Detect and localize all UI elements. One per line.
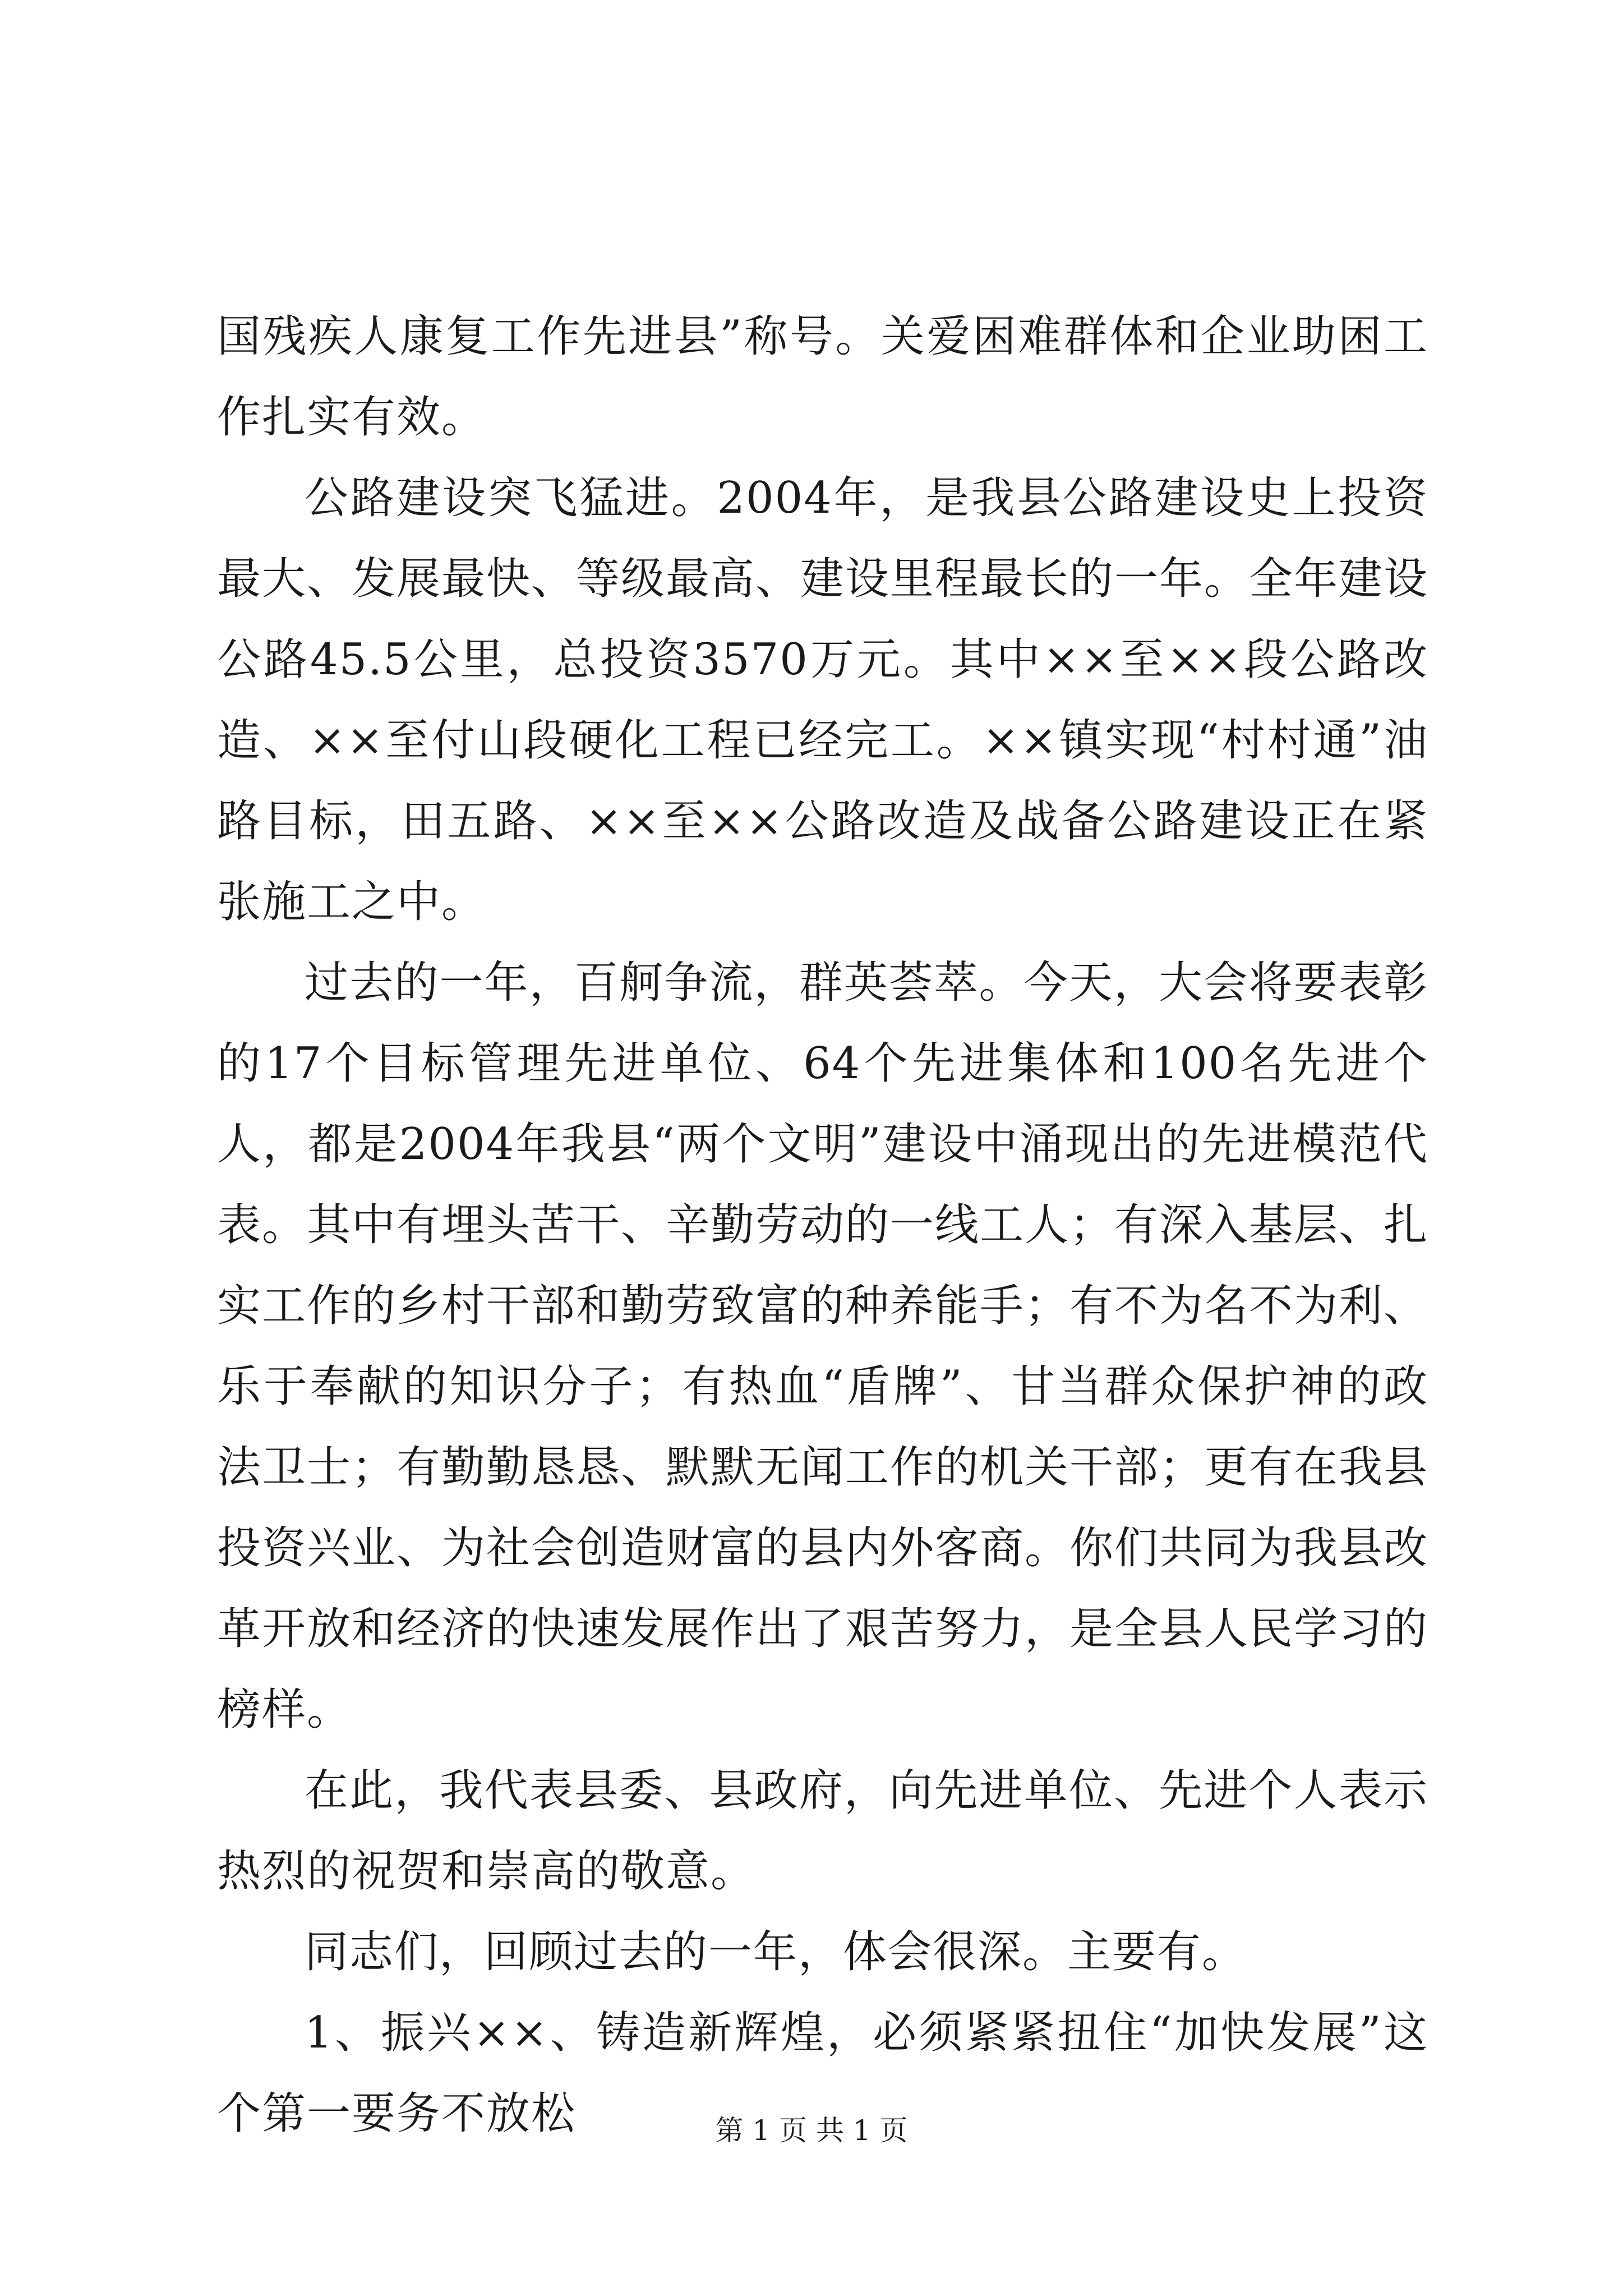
paragraph-4: 在此，我代表县委、县政府，向先进单位、先进个人表示热烈的祝贺和崇高的敬意。 bbox=[217, 1765, 1428, 1897]
paragraph-5: 同志们，回顾过去的一年，体会很深。主要有。 bbox=[305, 1927, 1247, 1977]
paragraph-1: 国残疾人康复工作先进县”称号。关爱困难群体和企业助困工作扎实有效。 bbox=[217, 311, 1428, 443]
paragraph-3: 过去的一年，百舸争流，群英荟萃。今天，大会将要表彰的17个目标管理先进单位、64个先进集体和100名先进个人，都是2004年我县“两个文明”建设中涌现出的先进模范代表。其中有埋头苦干、辛勤劳动的一线工人；有深入基层、扎实工作的乡村干部和勤劳致富的种养能手；有不为名不为利、乐于奉献的知识分子；有热血“盾牌”、甘当群众保护神的政法卫士；有勤勤恳恳、默默无闻工作的机关干部；更有在我县投资兴业、为社会创造财富的县内外客商。你们共同为我县改革开放和经济的快速发展作出了艰苦努力，是全县人民学习的榜样。 bbox=[217, 958, 1429, 1735]
document-body bbox=[217, 296, 1428, 2154]
paragraph-2: 公路建设突飞猛进。2004年，是我县公路建设史上投资最大、发展最快、等级最高、建设里程最长的一年。全年建设公路45.5公里，总投资3570万元。其中××至××段公路改造、××至付山段硬化工程已经完工。××镇实现“村村通”油路目标，田五路、××至××公路改造及战备公路建设正在紧张施工之中。 bbox=[217, 473, 1429, 927]
page-footer: 第 1 页 共 1 页 bbox=[715, 2114, 908, 2147]
paragraph-6: 1、振兴××、铸造新辉煌，必须紧紧扭住“加快发展”这个第一要务不放松 bbox=[217, 2008, 1428, 2139]
